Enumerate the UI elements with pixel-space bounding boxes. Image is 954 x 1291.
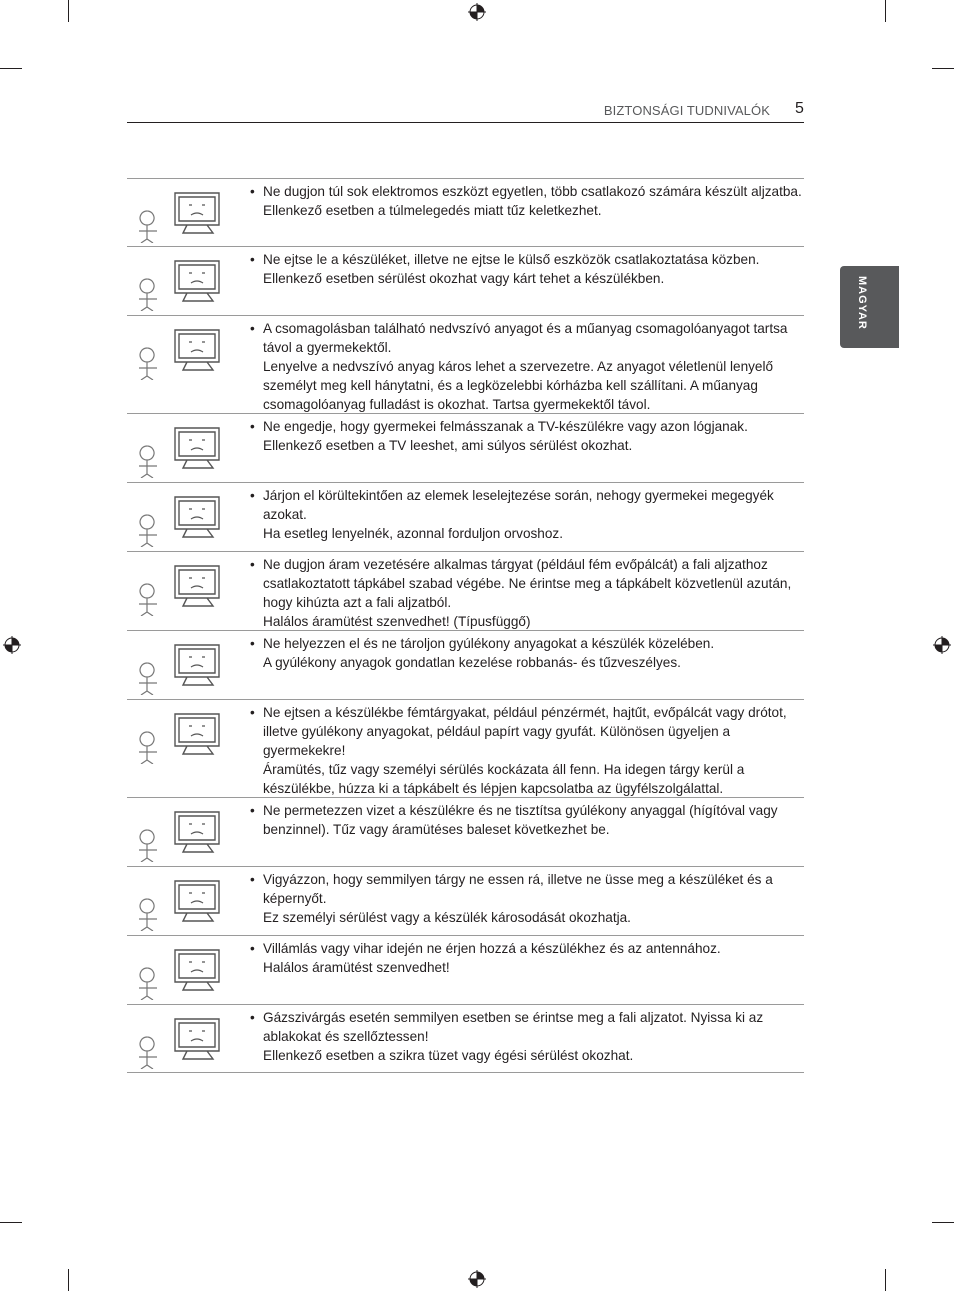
crop-mark (885, 0, 886, 22)
table-row (127, 247, 804, 316)
crop-mark (932, 1222, 954, 1223)
instruction-text (263, 316, 804, 415)
registration-mark-icon (3, 636, 21, 654)
instruction-bullet: • Ne dugjon túl sok elektromos eszközt egyetlen, több csatlakozó számára készült aljzatba. (263, 182, 804, 201)
instruction-consequence: Ha esetleg lenyelnék, azonnal forduljon orvoshoz. (263, 526, 564, 541)
illustration-spraying-water-on-tv-icon (127, 800, 239, 862)
table-row (127, 936, 804, 1005)
table-row (127, 414, 804, 483)
instruction-consequence: Ellenkező esetben a TV leeshet, ami súlyos sérülést okozhat. (263, 438, 633, 453)
instruction-consequence: Áramütés, tűz vagy személyi sérülés kockázata áll fenn. Ha idegen tárgy kerül a készülékbe, húzza ki a tápkábelt és lépjen kapcsolatba az ügyfélszolgálattal. (263, 762, 745, 796)
instruction-consequence: Ellenkező esetben a szikra tüzet vagy égési sérülést okozhat. (263, 1048, 634, 1063)
table-row (127, 798, 804, 867)
header-rule (127, 122, 804, 123)
instruction-text (263, 867, 804, 928)
instruction-bullet: • Villámlás vagy vihar idején ne érjen hozzá a készülékhez és az antennához. (263, 939, 804, 958)
instruction-consequence: Ellenkező esetben a túlmelegedés miatt tűz keletkezhet. (263, 203, 602, 218)
crop-mark (0, 1222, 22, 1223)
crop-mark (68, 1269, 69, 1291)
instruction-consequence: Lenyelve a nedvszívó anyag káros lehet a szervezetre. Az anyagot véletlenül lenyelő személyt meg kell hánytatni, és a legközelebbi kórházba kell szállítani. A műanyag csomagolóanyag fulladást is okozhat. Tartsa gyermekektől távol. (263, 359, 774, 412)
illustration-child-with-packaging-icon (127, 318, 239, 380)
crop-mark (885, 1269, 886, 1291)
crop-mark (68, 0, 69, 22)
crop-mark (932, 68, 954, 69)
table-row (127, 631, 804, 700)
instruction-consequence: Halálos áramütést szenvedhet! (263, 960, 450, 975)
table-row (127, 552, 804, 631)
instruction-bullet: • Ne permetezzen vizet a készülékre és ne tisztítsa gyúlékony anyaggal (hígítóval vagy benzinnel). Tűz vagy áramütéses baleset következhet be. (263, 801, 804, 839)
table-row (127, 483, 804, 552)
table-row (127, 179, 804, 247)
illustration-flammable-near-tv-icon (127, 633, 239, 695)
illustration-objects-into-tv-icon (127, 702, 239, 764)
instruction-consequence: A gyúlékony anyagok gondatlan kezelése robbanás- és tűzveszélyes. (263, 655, 681, 670)
instruction-text (263, 179, 804, 221)
language-tab (840, 266, 899, 348)
table-row (127, 867, 804, 936)
illustration-child-unplugging-cable-icon (127, 249, 239, 311)
instruction-bullet: • Ne ejtsen a készülékbe fémtárgyakat, például pénzérmét, hajtűt, evőpálcát vagy drótot, illetve gyúlékony anyagokat, például papírt vagy gyufát. Különösen ügyeljen a gyermekekre! (263, 703, 804, 760)
instruction-bullet: • Ne dugjon áram vezetésére alkalmas tárgyat (például fém evőpálcát) a fali aljzathoz csatlakoztatott tápkábel szabad végébe. Ne érintse meg a tápkábelt közvetlenül azután, hogy kihúzta azt a fali aljzatból. (263, 555, 804, 612)
instruction-text (263, 798, 804, 840)
instruction-bullet: • Ne engedje, hogy gyermekei felmásszanak a TV-készülékre vagy azon lógjanak. (263, 417, 804, 436)
crop-mark (0, 68, 22, 69)
page-number: 5 (795, 100, 804, 117)
instruction-text (263, 552, 804, 632)
instruction-text (263, 414, 804, 456)
illustration-ball-hitting-screen-icon (127, 869, 239, 931)
instruction-bullet: • Ne ejtse le a készüléket, illetve ne ejtse le külső eszközök csatlakoztatása közben. (263, 250, 804, 269)
instruction-consequence: Ez személyi sérülést vagy a készülék károsodását okozhatja. (263, 910, 631, 925)
language-tab-label: MAGYAR (856, 276, 868, 330)
instruction-bullet: • A csomagolásban található nedvszívó anyagot és a műanyag csomagolóanyagot tartsa távol a gyermekektől. (263, 319, 804, 357)
instruction-text (263, 1005, 804, 1066)
safety-instructions-table (127, 178, 804, 1073)
instruction-consequence: Ellenkező esetben sérülést okozhat vagy kárt tehet a készülékben. (263, 271, 665, 286)
illustration-lightning-storm-icon (127, 938, 239, 1000)
illustration-overloaded-power-strip-icon (127, 181, 239, 243)
table-row (127, 1005, 804, 1073)
instruction-bullet: • Ne helyezzen el és ne tároljon gyúlékony anyagokat a készülék közelében. (263, 634, 804, 653)
instruction-text (263, 631, 804, 673)
instruction-text (263, 700, 804, 799)
registration-mark-icon (468, 1270, 486, 1288)
instruction-bullet: • Gázszivárgás esetén semmilyen esetben se érintse meg a fali aljzatot. Nyissa ki az ablakokat és szellőztessen! (263, 1008, 804, 1046)
illustration-metal-object-in-plug-icon (127, 554, 239, 616)
instruction-text (263, 247, 804, 289)
instruction-text (263, 483, 804, 544)
illustration-child-climbing-tv-icon (127, 416, 239, 478)
instruction-consequence: Halálos áramütést szenvedhet! (Típusfüggő) (263, 614, 531, 629)
registration-mark-icon (468, 3, 486, 21)
illustration-gas-leak-socket-icon (127, 1007, 239, 1069)
section-title: BIZTONSÁGI TUDNIVALÓK (603, 103, 770, 118)
instruction-bullet: • Vigyázzon, hogy semmilyen tárgy ne essen rá, illetve ne üsse meg a készüléket és a képernyőt. (263, 870, 804, 908)
table-row (127, 700, 804, 798)
instruction-text (263, 936, 804, 978)
table-row (127, 316, 804, 414)
illustration-child-swallowing-battery-icon (127, 485, 239, 547)
instruction-bullet: • Járjon el körültekintően az elemek leselejtezése során, nehogy gyermekei megegyék azokat. (263, 486, 804, 524)
registration-mark-icon (933, 636, 951, 654)
